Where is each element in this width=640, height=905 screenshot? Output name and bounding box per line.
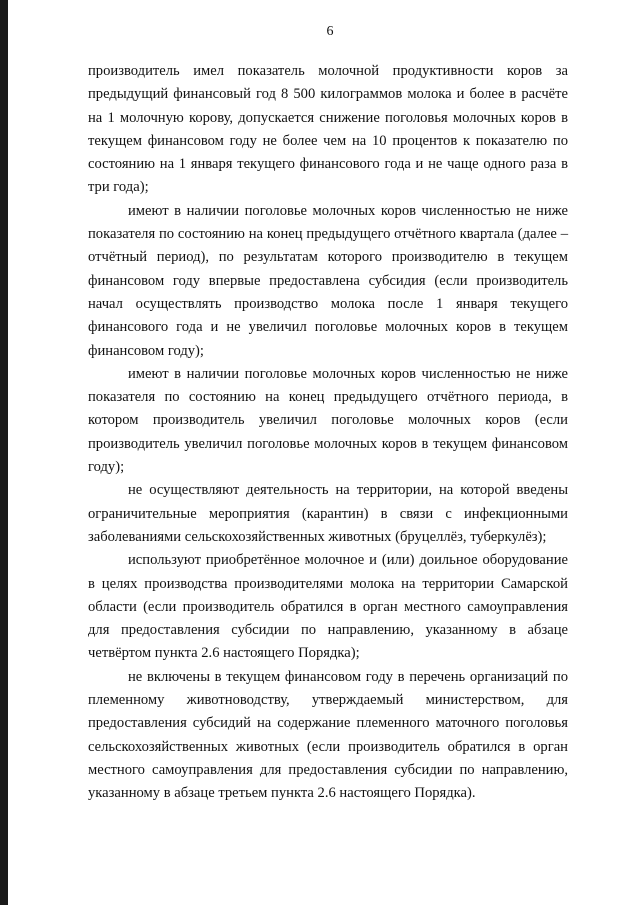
paragraph-item: имеют в наличии поголовье молочных коров численностью не ниже показателя по состоянию на конец предыдущего отчётного периода, в котором производитель увеличил поголовье молочных коров (если производитель увеличил поголовье молочных коров в текущем финансовом году); — [88, 365, 568, 476]
scan-edge-shadow — [0, 0, 8, 905]
paragraph-item: не включены в текущем финансовом году в перечень организаций по племенному животноводству, утверждаемый министерством, для предоставления субсидий на содержание племенного маточного поголовья сельскохозяйственных животных (если производитель обратился в орган местного самоуправления для предоставления субсидии по направлению, указанному в абзаце третьем пункта 2.6 настоящего Порядка). — [88, 668, 568, 802]
paragraph-item: используют приобретённое молочное и (или) доильное оборудование в целях производства производителями молока на территории Самарской области (если производитель обратился в орган местного самоуправления для предоставления субсидии по направлению, указанному в абзаце четвёртом пункта 2.6 настоящего Порядка); — [88, 552, 568, 662]
paragraph-item: не осуществляют деятельность на территории, на которой введены ограничительные мероприятия (карантин) в связи с инфекционными заболеваниями сельскохозяйственных животных (бруцеллёз, туберкулёз); — [88, 482, 568, 545]
paragraph-continuation: производитель имел показатель молочной продуктивности коров за предыдущий финансовый год 8 500 килограммов молока и более в расчёте на 1 молочную корову, допускается снижение поголовья молочных коров в текущем финансовом году не более чем на 10 процентов к показателю по состоянию на 1 января текущего финансового года и не чаще одного раза в три года); — [88, 63, 568, 196]
page-number: 6 — [326, 24, 334, 39]
document-body — [88, 60, 568, 806]
paragraph-item: имеют в наличии поголовье молочных коров численностью не ниже показателя по состоянию на конец предыдущего отчётного квартала (далее – отчётный период), по результатам которого производителю в текущем финансовом году впервые предоставлена субсидия (если производитель начал осуществлять производство молока после 1 января текущего финансового года и не увеличил поголовье молочных коров в текущем финансовом году); — [88, 202, 568, 359]
